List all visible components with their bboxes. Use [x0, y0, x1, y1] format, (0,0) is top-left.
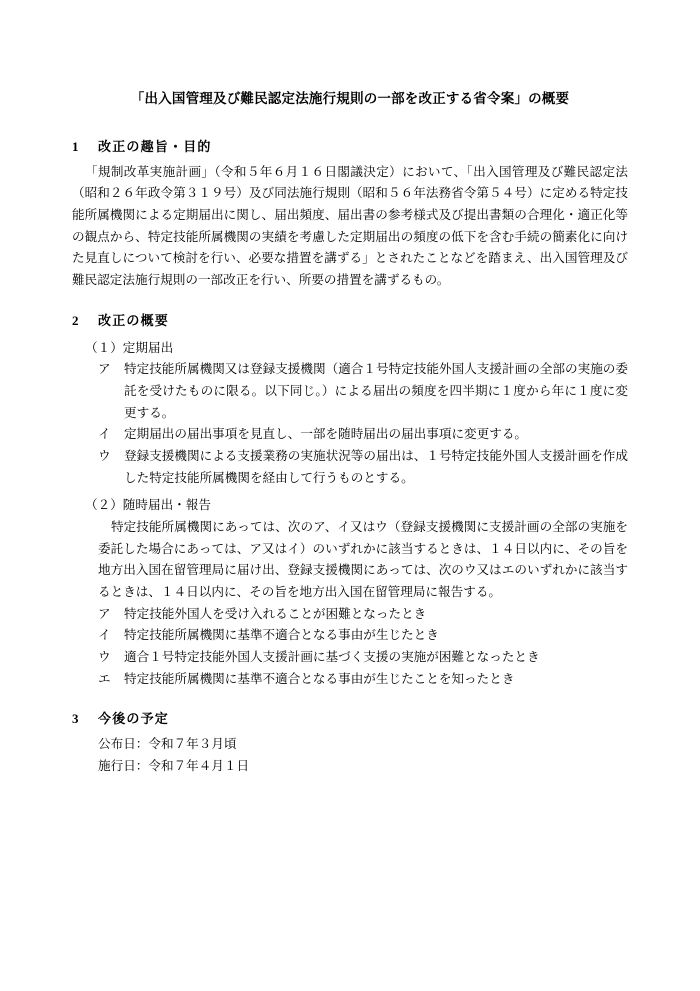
list-item [72, 625, 628, 647]
list-item [72, 424, 628, 446]
list-item-marker: エ [98, 671, 111, 686]
list-item-marker: ア [98, 606, 111, 621]
list-item-text: 特定技能所属機関に基準不適合となる事由が生じたことを知ったとき [124, 671, 515, 686]
list-item [72, 647, 628, 669]
list-item-text: 定期届出の届出事項を見直し、一部を随時届出の届出事項に変更する。 [124, 427, 527, 442]
promulgation-date: 公布日：令和７年３月頃 [98, 737, 237, 752]
section-1-heading [72, 136, 628, 158]
list-item [72, 446, 628, 489]
subsection-2-label: （２）随時届出・報告 [85, 498, 211, 513]
section-3 [72, 708, 628, 777]
section-2-number: 2 [72, 312, 79, 328]
list-item-text: 特定技能所属機関又は登録支援機関（適合１号特定技能外国人支援計画の全部の実施の委託を受けたものに限る。以下同じ。）による届出の頻度を四半期に１度から年に１度に変更する。 [124, 362, 628, 420]
section-3-heading [72, 708, 628, 730]
section-2 [72, 310, 628, 691]
section-1-paragraph: 「規制改革実施計画」（令和５年６月１６日閣議決定）において、「出入国管理及び難民認定法（昭和２６年政令第３１９号）及び同法施行規則（昭和５６年法務省令第５４号）に定める特定技能所属機関による定期届出に関し、届出頻度、届出書の参考様式及び提出書類の合理化・適正化等の観点から、特定技能所属機関の実績を考慮した定期届出の頻度の低下を含む手続の簡素化に向けた見直しについて検討を行い、必要な措置を講ずる」とされたことなどを踏まえ、出入国管理及び難民認定法施行規則の一部改正を行い、所要の措置を講ずるもの。 [72, 164, 628, 287]
subsection-1-label: （１）定期届出 [85, 340, 174, 355]
subsection-2-lead: 特定技能所属機関にあっては、次のア、イ又はウ（登録支援機関に支援計画の全部の実施を委託した場合にあっては、ア又はイ）のいずれかに該当するときは、１４日以内に、その旨を地方出入国在留管理局に届け出、登録支援機関にあっては、次のウ又はエのいずれかに該当するときは、１４日以内に、その旨を地方出入国在留管理局に報告する。 [98, 519, 628, 599]
section-1-title: 改正の趣旨・目的 [98, 138, 212, 154]
list-item-marker: イ [98, 628, 111, 643]
list-item-marker: ウ [98, 449, 111, 463]
list-item-marker: ウ [98, 649, 111, 664]
list-item [72, 669, 628, 691]
list-item [72, 604, 628, 626]
list-item-text: 登録支援機関による支援業務の実施状況等の届出は、１号特定技能外国人支援計画を作成した特定技能所属機関を経由して行うものとする。 [124, 449, 628, 485]
section-2-heading [72, 310, 628, 332]
enforcement-date: 施行日：令和７年４月１日 [98, 758, 250, 773]
list-item-text: 適合１号特定技能外国人支援計画に基づく支援の実施が困難となったとき [124, 649, 540, 664]
list-item-marker: イ [98, 427, 111, 442]
list-item [72, 359, 628, 424]
page-title: 「出入国管理及び難民認定法施行規則の一部を改正する省令案」の概要 [130, 91, 570, 106]
section-2-title: 改正の概要 [98, 312, 170, 328]
section-3-number: 3 [72, 711, 79, 727]
section-1 [72, 136, 628, 292]
list-item-text: 特定技能所属機関に基準不適合となる事由が生じたとき [124, 628, 439, 643]
section-3-title: 今後の予定 [98, 711, 170, 727]
list-item-text: 特定技能外国人を受け入れることが困難となったとき [124, 606, 427, 621]
list-item-marker: ア [98, 362, 111, 377]
section-1-number: 1 [72, 138, 79, 154]
